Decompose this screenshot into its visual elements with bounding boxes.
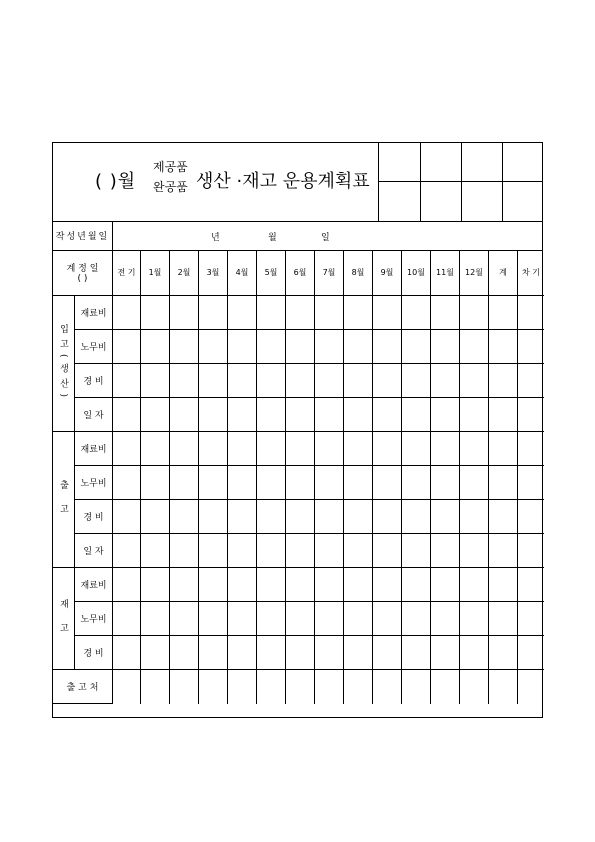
approval-cell[interactable] [462, 182, 503, 221]
table-cell[interactable] [286, 296, 315, 330]
approval-boxes [378, 143, 543, 221]
column-header: 3월 [199, 250, 228, 296]
table-cell[interactable] [373, 432, 402, 466]
table-cell[interactable] [373, 398, 402, 432]
column-header: 5월 [257, 250, 286, 296]
column-header: 2월 [170, 250, 199, 296]
table-cell[interactable] [518, 602, 544, 636]
table-cell[interactable] [228, 296, 257, 330]
table-cell[interactable] [489, 432, 518, 466]
table-cell[interactable] [113, 364, 141, 398]
item-header-line1: 계 정 일 [66, 264, 99, 274]
table-cell[interactable] [113, 534, 141, 568]
group-label-text: 출 고 [58, 480, 68, 519]
table-cell[interactable] [113, 330, 141, 364]
table-cell[interactable] [199, 670, 228, 704]
table-cell[interactable] [460, 534, 489, 568]
table-cell[interactable] [286, 568, 315, 602]
table-cell[interactable] [199, 602, 228, 636]
column-header: 10월 [402, 250, 431, 296]
table-cell[interactable] [141, 636, 170, 670]
product-line-1: 제공품 [153, 160, 188, 174]
table-cell[interactable] [286, 534, 315, 568]
table-cell[interactable] [518, 466, 544, 500]
table-cell[interactable] [141, 432, 170, 466]
table-cell[interactable] [199, 466, 228, 500]
table-cell[interactable] [402, 568, 431, 602]
table-cell[interactable] [460, 398, 489, 432]
page-title: 생산 ·재고 운용계획표 [196, 171, 370, 192]
table-cell[interactable] [344, 602, 373, 636]
table-cell[interactable] [489, 330, 518, 364]
table-cell[interactable] [315, 296, 344, 330]
table-cell[interactable] [489, 466, 518, 500]
table-cell[interactable] [228, 670, 257, 704]
table-cell[interactable] [228, 432, 257, 466]
table-cell[interactable] [315, 466, 344, 500]
column-header: 차 기 [518, 250, 544, 296]
table-cell[interactable] [315, 500, 344, 534]
table-cell[interactable] [373, 500, 402, 534]
table-cell[interactable] [141, 670, 170, 704]
table-cell[interactable] [518, 670, 544, 704]
table-cell[interactable] [199, 636, 228, 670]
table-cell[interactable] [141, 398, 170, 432]
table-cell[interactable] [141, 602, 170, 636]
table-cell[interactable] [518, 364, 544, 398]
table-cell[interactable] [170, 432, 199, 466]
planning-form [52, 142, 543, 718]
table-cell[interactable] [257, 398, 286, 432]
table-cell[interactable] [315, 534, 344, 568]
date-year[interactable]: 년 [211, 233, 220, 243]
table-cell[interactable] [141, 330, 170, 364]
table-cell[interactable] [286, 398, 315, 432]
table-cell[interactable] [113, 670, 141, 704]
item-header-line2: ( ) [77, 274, 88, 284]
table-cell[interactable] [141, 568, 170, 602]
table-cell[interactable] [344, 534, 373, 568]
table-cell[interactable] [431, 568, 460, 602]
column-header: 12월 [460, 250, 489, 296]
table-cell[interactable] [228, 364, 257, 398]
table-cell[interactable] [228, 602, 257, 636]
table-cell[interactable] [431, 500, 460, 534]
table-cell[interactable] [373, 364, 402, 398]
column-header: 4월 [228, 250, 257, 296]
table-cell[interactable] [113, 296, 141, 330]
table-cell[interactable] [113, 568, 141, 602]
table-cell[interactable] [431, 602, 460, 636]
table-cell[interactable] [402, 364, 431, 398]
table-cell[interactable] [460, 636, 489, 670]
table-cell[interactable] [199, 568, 228, 602]
table-cell[interactable] [170, 670, 199, 704]
table-cell[interactable] [170, 602, 199, 636]
row-label: 일 자 [75, 534, 113, 568]
table-cell[interactable] [257, 602, 286, 636]
table-cell[interactable] [199, 296, 228, 330]
table-cell[interactable] [199, 330, 228, 364]
table-cell[interactable] [228, 398, 257, 432]
table-cell[interactable] [489, 364, 518, 398]
table-cell[interactable] [460, 466, 489, 500]
table-cell[interactable] [402, 296, 431, 330]
table-cell[interactable] [518, 568, 544, 602]
item-header [53, 250, 113, 296]
row-label: 노무비 [75, 330, 113, 364]
table-cell[interactable] [257, 534, 286, 568]
table-cell[interactable] [141, 296, 170, 330]
table-cell[interactable] [113, 602, 141, 636]
table-cell[interactable] [315, 602, 344, 636]
table-cell[interactable] [402, 466, 431, 500]
table-cell[interactable] [373, 466, 402, 500]
table-cell[interactable] [344, 636, 373, 670]
table-cell[interactable] [489, 534, 518, 568]
table-cell[interactable] [141, 466, 170, 500]
table-cell[interactable] [518, 432, 544, 466]
table-cell[interactable] [344, 466, 373, 500]
table-cell[interactable] [402, 602, 431, 636]
table-cell[interactable] [518, 500, 544, 534]
table-cell[interactable] [257, 568, 286, 602]
table-cell[interactable] [431, 364, 460, 398]
table-cell[interactable] [373, 636, 402, 670]
table-cell[interactable] [199, 398, 228, 432]
table-cell[interactable] [228, 568, 257, 602]
table-cell[interactable] [460, 330, 489, 364]
table-cell[interactable] [431, 636, 460, 670]
table-cell[interactable] [460, 432, 489, 466]
table-cell[interactable] [228, 330, 257, 364]
table-cell[interactable] [113, 398, 141, 432]
table-cell[interactable] [286, 500, 315, 534]
table-cell[interactable] [344, 296, 373, 330]
row-label: 재료비 [75, 568, 113, 602]
table-cell[interactable] [113, 500, 141, 534]
table-cell[interactable] [257, 296, 286, 330]
table-cell[interactable] [489, 636, 518, 670]
table-cell[interactable] [315, 568, 344, 602]
table-cell[interactable] [460, 364, 489, 398]
row-label: 일 자 [75, 398, 113, 432]
table-cell[interactable] [257, 330, 286, 364]
date-row [53, 221, 542, 251]
table-cell[interactable] [199, 364, 228, 398]
row-label: 재료비 [75, 432, 113, 466]
table-cell[interactable] [170, 466, 199, 500]
table-cell[interactable] [170, 568, 199, 602]
table-cell[interactable] [170, 398, 199, 432]
table-cell[interactable] [518, 398, 544, 432]
table-cell[interactable] [257, 364, 286, 398]
table-cell[interactable] [199, 432, 228, 466]
table-cell[interactable] [170, 330, 199, 364]
table-cell[interactable] [113, 432, 141, 466]
table-cell[interactable] [489, 670, 518, 704]
table-cell[interactable] [170, 636, 199, 670]
table-cell[interactable] [518, 534, 544, 568]
table-cell[interactable] [373, 602, 402, 636]
table-cell[interactable] [489, 398, 518, 432]
table-cell[interactable] [344, 364, 373, 398]
table-cell[interactable] [373, 296, 402, 330]
table-cell[interactable] [170, 500, 199, 534]
table-cell[interactable] [431, 296, 460, 330]
table-cell[interactable] [257, 500, 286, 534]
table-cell[interactable] [518, 330, 544, 364]
group-label [53, 432, 75, 568]
table-cell[interactable] [373, 330, 402, 364]
row-label: 노무비 [75, 466, 113, 500]
row-label: 노무비 [75, 602, 113, 636]
approval-cell[interactable] [503, 182, 543, 221]
table-cell[interactable] [286, 364, 315, 398]
date-month[interactable]: 월 [268, 233, 277, 243]
column-header: 8월 [344, 250, 373, 296]
group-label [53, 296, 75, 432]
column-header: 7월 [315, 250, 344, 296]
column-header: 9월 [373, 250, 402, 296]
table-cell[interactable] [315, 670, 344, 704]
table-cell[interactable] [286, 466, 315, 500]
row-label: 경 비 [75, 636, 113, 670]
table-cell[interactable] [460, 500, 489, 534]
table-cell[interactable] [257, 636, 286, 670]
table-cell[interactable] [286, 432, 315, 466]
table-cell[interactable] [460, 568, 489, 602]
table-cell[interactable] [402, 670, 431, 704]
table-cell[interactable] [431, 670, 460, 704]
approval-cell[interactable] [379, 143, 421, 182]
table-cell[interactable] [113, 636, 141, 670]
form-header [53, 143, 542, 222]
table-cell[interactable] [402, 636, 431, 670]
table-cell[interactable] [431, 398, 460, 432]
column-header: 11월 [431, 250, 460, 296]
approval-cell[interactable] [421, 182, 462, 221]
table-cell[interactable] [141, 364, 170, 398]
table-cell[interactable] [460, 296, 489, 330]
title-area [53, 143, 378, 221]
table-cell[interactable] [344, 398, 373, 432]
table-cell[interactable] [315, 330, 344, 364]
table-cell[interactable] [373, 534, 402, 568]
table-cell[interactable] [228, 466, 257, 500]
group-label-text: 재 고 [58, 599, 68, 638]
table-cell[interactable] [228, 500, 257, 534]
table-cell[interactable] [402, 398, 431, 432]
table-cell[interactable] [344, 432, 373, 466]
column-header: 계 [489, 250, 518, 296]
table-cell[interactable] [257, 670, 286, 704]
table-cell[interactable] [489, 296, 518, 330]
table-cell[interactable] [489, 602, 518, 636]
table-cell[interactable] [489, 500, 518, 534]
table-cell[interactable] [518, 636, 544, 670]
date-label: 작성년월일 [53, 221, 113, 250]
product-line-2: 완공품 [153, 180, 188, 194]
table-cell[interactable] [460, 602, 489, 636]
approval-cell[interactable] [503, 143, 543, 182]
table-cell[interactable] [199, 500, 228, 534]
table-cell[interactable] [257, 432, 286, 466]
column-header: 전 기 [113, 250, 141, 296]
date-day[interactable]: 일 [321, 233, 330, 243]
table-cell[interactable] [402, 500, 431, 534]
table-cell[interactable] [373, 568, 402, 602]
table-cell[interactable] [344, 330, 373, 364]
row-label: 재료비 [75, 296, 113, 330]
table-cell[interactable] [402, 432, 431, 466]
table-cell[interactable] [489, 568, 518, 602]
group-label-text: 입고(생산) [58, 323, 68, 404]
table-cell[interactable] [518, 296, 544, 330]
approval-cell[interactable] [462, 143, 503, 182]
table-cell[interactable] [141, 500, 170, 534]
table-cell[interactable] [402, 534, 431, 568]
column-header: 1월 [141, 250, 170, 296]
table-cell[interactable] [286, 636, 315, 670]
table-cell[interactable] [228, 534, 257, 568]
table-cell[interactable] [431, 534, 460, 568]
product-type [153, 157, 188, 197]
table-cell[interactable] [373, 670, 402, 704]
table-cell[interactable] [199, 534, 228, 568]
column-header: 6월 [286, 250, 315, 296]
table-cell[interactable] [431, 330, 460, 364]
row-label: 경 비 [75, 364, 113, 398]
table-cell[interactable] [315, 398, 344, 432]
row-label: 경 비 [75, 500, 113, 534]
table-cell[interactable] [431, 466, 460, 500]
footer-label: 출 고 처 [53, 670, 113, 704]
table-cell[interactable] [170, 534, 199, 568]
approval-cell[interactable] [379, 182, 421, 221]
month-label: ( )월 [95, 171, 137, 192]
table-cell[interactable] [228, 636, 257, 670]
table-cell[interactable] [170, 364, 199, 398]
table-cell[interactable] [344, 670, 373, 704]
table-cell[interactable] [315, 432, 344, 466]
table-cell[interactable] [431, 432, 460, 466]
table-cell[interactable] [141, 534, 170, 568]
table-cell[interactable] [315, 364, 344, 398]
table-cell[interactable] [170, 296, 199, 330]
table-cell[interactable] [460, 670, 489, 704]
table-cell[interactable] [257, 466, 286, 500]
table-cell[interactable] [344, 500, 373, 534]
table-cell[interactable] [344, 568, 373, 602]
group-label [53, 568, 75, 670]
table-cell[interactable] [286, 670, 315, 704]
table-cell[interactable] [113, 466, 141, 500]
table-cell[interactable] [402, 330, 431, 364]
table-cell[interactable] [286, 330, 315, 364]
table-cell[interactable] [286, 602, 315, 636]
table-cell[interactable] [315, 636, 344, 670]
approval-cell[interactable] [421, 143, 462, 182]
